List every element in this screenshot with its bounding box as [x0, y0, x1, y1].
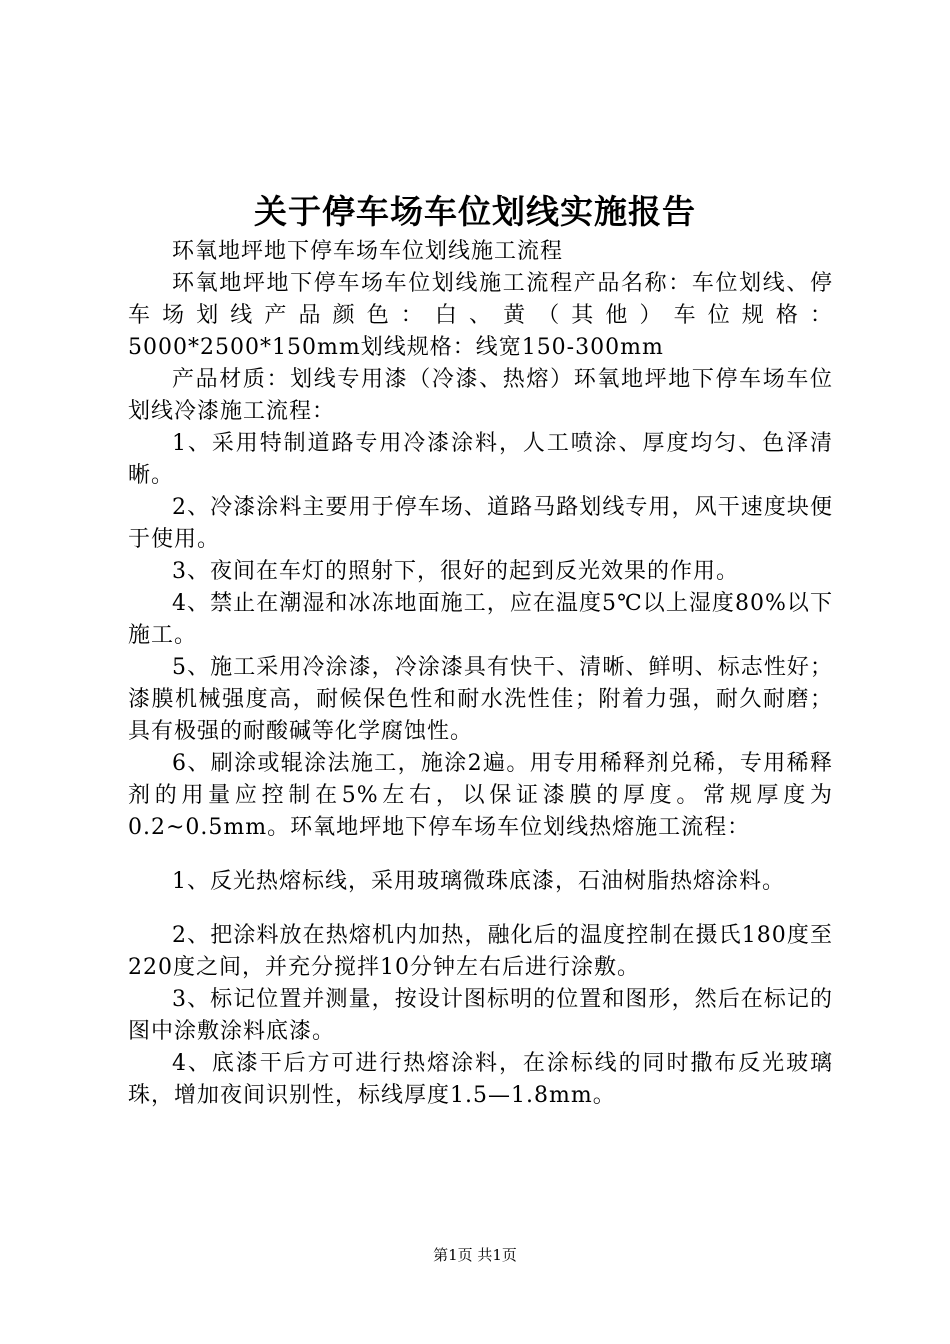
paragraph: 1、采用特制道路专用冷漆涂料，人工喷涂、厚度均匀、色泽清晰。 [128, 431, 833, 488]
paragraph: 4、底漆干后方可进行热熔涂料，在涂标线的同时撒布反光玻璃珠，增加夜间识别性，标线厚度1.5—1.8mm。 [128, 1051, 833, 1108]
paragraph: 1、反光热熔标线，采用玻璃微珠底漆，石油树脂热熔涂料。 [172, 869, 785, 894]
paragraph: 产品材质：划线专用漆（冷漆、热熔）环氧地坪地下停车场车位划线冷漆施工流程： [128, 367, 833, 424]
page-footer: 第1页 共1页 [433, 1246, 517, 1264]
paragraph: 6、刷涂或辊涂法施工，施涂2遍。用专用稀释剂兑稀，专用稀释剂的用量应控制在5%左右，以保证漆膜的厚度。常规厚度为0.2~0.5mm。环氧地坪地下停车场车位划线热熔施工流程： [128, 751, 833, 840]
document-body [128, 236, 833, 1112]
paragraph: 环氧地坪地下停车场车位划线施工流程产品名称：车位划线、停车场划线产品颜色：白、黄（其他）车位规格：5000*2500*150mm划线规格：线宽150-300mm [128, 271, 833, 360]
paragraph: 2、把涂料放在热熔机内加热，融化后的温度控制在摄氏180度至220度之间，并充分搅拌10分钟左右后进行涂敷。 [128, 923, 833, 980]
document-title: 关于停车场车位划线实施报告 [254, 192, 696, 231]
paragraph: 3、夜间在车灯的照射下，很好的起到反光效果的作用。 [172, 559, 739, 584]
paragraph: 环氧地坪地下停车场车位划线施工流程 [172, 239, 564, 264]
paragraph: 5、施工采用冷涂漆，冷涂漆具有快干、清晰、鲜明、标志性好；漆膜机械强度高，耐候保色性和耐水洗性佳；附着力强，耐久耐磨；具有极强的耐酸碱等化学腐蚀性。 [128, 655, 833, 744]
paragraph: 3、标记位置并测量，按设计图标明的位置和图形，然后在标记的图中涂敷涂料底漆。 [128, 987, 833, 1044]
paragraph: 2、冷漆涂料主要用于停车场、道路马路划线专用，风干速度块便于使用。 [128, 495, 833, 552]
paragraph: 4、禁止在潮湿和冰冻地面施工，应在温度5℃以上湿度80%以下施工。 [128, 591, 833, 648]
